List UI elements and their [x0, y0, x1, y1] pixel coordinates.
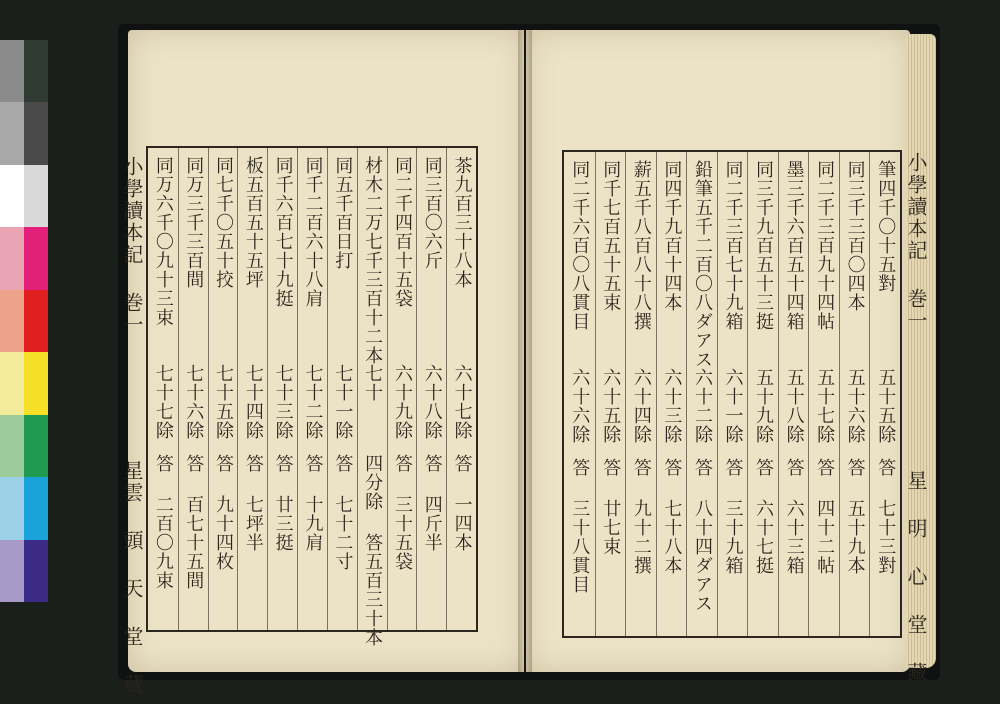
item-text: 同四千九百十四本: [661, 160, 683, 312]
answer-text: 答 六十七挺: [753, 458, 775, 575]
entry-column: [178, 148, 208, 630]
divisor-text: 五十五除: [875, 368, 897, 444]
divisor-text: 七十五除: [213, 364, 235, 440]
answer-text: 答 百七十五間: [183, 454, 205, 590]
item-text: 同五千百日打: [332, 156, 354, 270]
item-text: 鉛筆五千二百〇八ダアス: [691, 160, 713, 369]
divisor-text: 五十六除: [844, 368, 866, 444]
answer-text: 答 七坪半: [242, 454, 264, 552]
answer-text: 答 廿七束: [600, 458, 622, 556]
right-margin-title: 小學讀本記 巻一: [904, 152, 928, 332]
answer-text: 答 三十八貫目: [569, 458, 591, 594]
color-swatch: [24, 102, 48, 164]
item-text: 同三千三百〇四本: [844, 160, 866, 312]
entry-column: [267, 148, 297, 630]
divisor-text: 七十一除: [332, 364, 354, 440]
entry-column: [686, 152, 717, 636]
entry-column: [237, 148, 267, 630]
entry-column: [778, 152, 809, 636]
divisor-text: 六十九除: [391, 364, 413, 440]
color-swatch: [0, 102, 24, 164]
item-text: 同二千三百七十九箱: [722, 160, 744, 331]
entry-column: [148, 148, 178, 630]
left-margin-title: 小學讀本記 巻一: [120, 156, 144, 336]
item-text: 薪五千八百八十八撰: [630, 160, 652, 331]
answer-text: 答 五十九本: [844, 458, 866, 575]
item-text: 同千二百六十八肩: [302, 156, 324, 308]
answer-text: 答 九十二撰: [630, 458, 652, 575]
color-swatch: [24, 40, 48, 102]
divisor-text: 五十九除: [753, 368, 775, 444]
entry-column: [416, 148, 446, 630]
item-text: 同七千〇五十挍: [213, 156, 235, 289]
item-text: 同三千九百五十三挺: [753, 160, 775, 331]
divisor-text: 七十三除: [272, 364, 294, 440]
swatch-column-left: [0, 40, 24, 602]
item-text: 墨三千六百五十四箱: [783, 160, 805, 331]
color-swatch: [24, 352, 48, 414]
book-gutter: [518, 30, 532, 672]
answer-text: 答 七十二寸: [332, 454, 354, 571]
divisor-text: 五十七除: [814, 368, 836, 444]
color-swatch: [0, 165, 24, 227]
answer-text: 答 四斤半: [421, 454, 443, 552]
item-text: 板五百五十五坪: [242, 156, 264, 289]
divisor-text: 七十六除: [183, 364, 205, 440]
divisor-text: 七十七除: [152, 364, 174, 440]
entry-column: [869, 152, 900, 636]
entry-column: [839, 152, 870, 636]
item-text: 茶九百三十八本: [451, 156, 473, 289]
item-text: 筆四千〇十五對: [875, 160, 897, 293]
answer-text: 答 六十三箱: [783, 458, 805, 575]
entry-column: [357, 148, 387, 647]
answer-text: 四分除 答五百三十本: [362, 454, 384, 647]
answer-text: 答 三十五袋: [391, 454, 413, 571]
answer-text: 答 七十三對: [875, 458, 897, 575]
color-swatch: [24, 227, 48, 289]
entry-column: [564, 152, 595, 636]
divisor-text: 七十四除: [242, 364, 264, 440]
answer-text: 答 七十八本: [661, 458, 683, 575]
entry-column: [747, 152, 778, 636]
divisor-text: 六十三除: [661, 368, 683, 444]
entry-column: [297, 148, 327, 630]
item-text: 同二千六百〇八貫目: [569, 160, 591, 331]
left-page-table: [146, 146, 478, 647]
color-swatch: [0, 227, 24, 289]
right-margin-publisher: 星 明 心 堂 藏: [904, 470, 928, 684]
entry-column: [208, 148, 238, 630]
color-swatch: [0, 40, 24, 102]
entry-column: [717, 152, 748, 636]
item-text: 同万六千〇九十三束: [152, 156, 174, 327]
item-text: 同万三千三百間: [183, 156, 205, 289]
divisor-text: 七十二除: [302, 364, 324, 440]
divisor-text: 五十八除: [783, 368, 805, 444]
divisor-text: 六十一除: [722, 368, 744, 444]
answer-text: 答 十九肩: [302, 454, 324, 552]
entry-column: [625, 152, 656, 636]
answer-text: 答 二百〇九束: [152, 454, 174, 590]
color-swatch: [24, 290, 48, 352]
item-text: 同二千四百十五袋: [391, 156, 413, 308]
divisor-text: 六十二除: [691, 368, 713, 444]
swatch-column-right: [24, 40, 48, 602]
divisor-text: 七十: [362, 364, 384, 402]
entry-column: [387, 148, 417, 630]
color-swatch: [0, 477, 24, 539]
item-text: 材木二万七千三百十二本: [362, 156, 384, 365]
color-swatch: [24, 477, 48, 539]
entry-column: [327, 148, 357, 630]
answer-text: 答 九十四枚: [213, 454, 235, 571]
item-text: 同三百〇六斤: [421, 156, 443, 270]
divisor-text: 六十六除: [569, 368, 591, 444]
color-swatch: [0, 540, 24, 602]
item-text: 同二千三百九十四帖: [814, 160, 836, 331]
item-text: 同千七百五十五束: [600, 160, 622, 312]
answer-text: 答 三十九箱: [722, 458, 744, 575]
divisor-text: 六十七除: [451, 364, 473, 440]
answer-text: 答 四十二帖: [814, 458, 836, 575]
color-swatch: [0, 290, 24, 352]
divisor-text: 六十五除: [600, 368, 622, 444]
entry-column: [446, 148, 476, 630]
color-swatch: [24, 540, 48, 602]
divisor-text: 六十八除: [421, 364, 443, 440]
left-margin-publisher: 星雲 頭 天 堂 蔵: [120, 460, 144, 696]
answer-text: 答 一四本: [451, 454, 473, 552]
color-calibration-strip: [0, 40, 48, 602]
item-text: 同千六百七十九挺: [272, 156, 294, 308]
color-swatch: [24, 165, 48, 227]
answer-text: 答 八十四ダアス: [691, 458, 713, 613]
color-swatch: [0, 415, 24, 477]
entry-column: [656, 152, 687, 636]
color-swatch: [0, 352, 24, 414]
entry-column: [808, 152, 839, 636]
answer-text: 答 廿三挺: [272, 454, 294, 552]
entry-column: [595, 152, 626, 636]
right-page-table: [562, 150, 902, 638]
divisor-text: 六十四除: [630, 368, 652, 444]
color-swatch: [24, 415, 48, 477]
